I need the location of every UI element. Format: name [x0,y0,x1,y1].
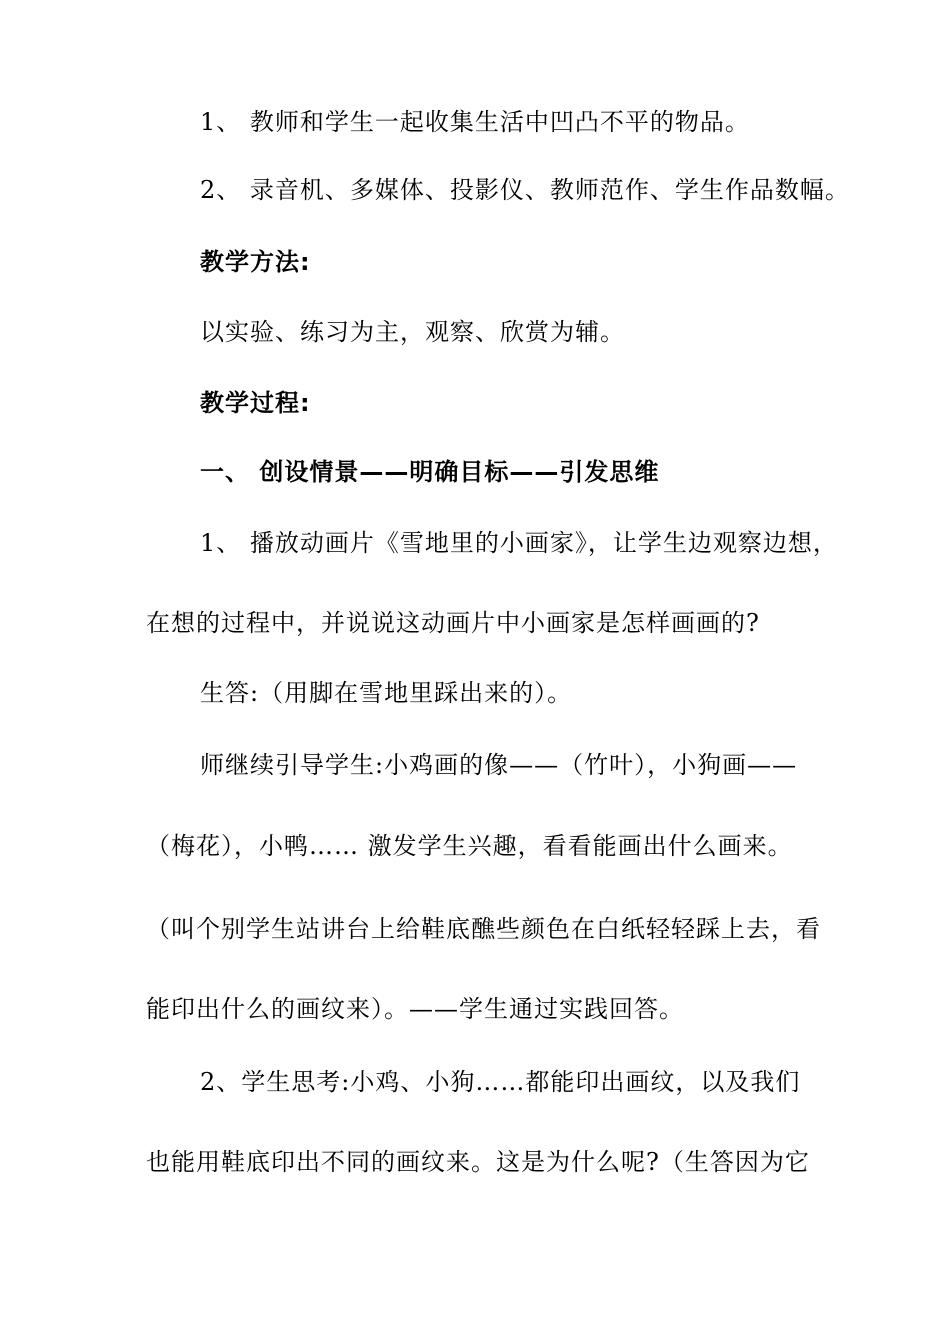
paragraph-line: （梅花），小鸭…… 激发学生兴趣，看看能画出什么画来。 [146,832,793,860]
heading-teaching-method: 教学方法: [200,248,311,276]
teaching-method-text: 以实验、练习为主，观察、欣赏为辅。 [200,318,625,346]
paragraph-line: 2、学生思考:小鸡、小狗……都能印出画纹，以及我们 [200,1068,801,1096]
material-item-2: 2、 录音机、多媒体、投影仪、教师范作、学生作品数幅。 [200,176,850,204]
heading-teaching-process: 教学过程: [200,389,311,417]
paragraph-line: 1、 播放动画片《雪地里的小画家》，让学生边观察边想， [200,529,838,557]
material-item-1: 1、 教师和学生一起收集生活中凹凸不平的物品。 [200,108,750,136]
paragraph-line: 师继续引导学生:小鸡画的像——（竹叶），小狗画—— [200,751,798,779]
section-heading-one: 一、 创设情景——明确目标——引发思维 [200,458,660,486]
paragraph-line: 在想的过程中，并说说这动画片中小画家是怎样画画的? [146,609,760,637]
paragraph-line: 也能用鞋底印出不同的画纹来。这是为什么呢?（生答因为它 [146,1148,810,1176]
paragraph-line: （叫个别学生站讲台上给鞋底醮些颜色在白纸轻轻踩上去，看 [146,915,821,943]
paragraph-line: 能印出什么的画纹来）。——学生通过实践回答。 [146,995,684,1023]
paragraph-line: 生答:（用脚在雪地里踩出来的）。 [200,679,573,707]
